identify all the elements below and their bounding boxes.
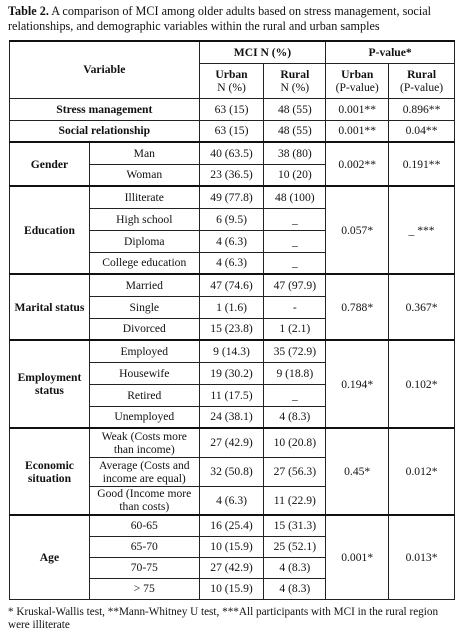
cell-urban-n: 4 (6.3) bbox=[199, 486, 264, 515]
cell-urban-n: 27 (42.9) bbox=[199, 557, 264, 578]
group-label-marital: Marital status bbox=[10, 274, 90, 340]
header-variable: Variable bbox=[10, 41, 200, 98]
cell-urban-n: 24 (38.1) bbox=[199, 406, 264, 428]
cell-rural-n: _ bbox=[264, 384, 326, 406]
cell-p-urban: 0.001* bbox=[326, 515, 389, 599]
cell-rural-n: 10 (20) bbox=[264, 164, 326, 186]
cell-p-rural: 0.191** bbox=[389, 142, 455, 186]
caption-text: A comparison of MCI among older adults based on stress management, social relationships, and demographic variables within the rural and urban samples bbox=[8, 4, 432, 33]
cell-rural-n: _ bbox=[264, 230, 326, 252]
sub-label: Retired bbox=[89, 384, 199, 406]
cell-rural-n: 35 (72.9) bbox=[264, 340, 326, 362]
cell-p-urban: 0.001** bbox=[326, 98, 389, 120]
cell-rural-n: 4 (8.3) bbox=[264, 406, 326, 428]
cell-urban-n: 47 (74.6) bbox=[199, 274, 264, 296]
header-rural: Rural bbox=[407, 67, 437, 81]
header-p-paren: (P-value) bbox=[399, 80, 444, 94]
cell-p-rural: 0.367* bbox=[389, 274, 455, 340]
header-mci: MCI N (%) bbox=[199, 41, 326, 63]
cell-rural-n: 15 (31.3) bbox=[264, 515, 326, 536]
cell-p-rural: 0.012* bbox=[389, 428, 455, 515]
cell-urban-n: 63 (15) bbox=[199, 98, 264, 120]
cell-urban-n: 1 (1.6) bbox=[199, 296, 264, 318]
cell-p-urban: 0.001** bbox=[326, 120, 389, 142]
cell-p-rural: 0.04** bbox=[389, 120, 455, 142]
cell-rural-n: _ bbox=[264, 208, 326, 230]
caption-label: Table 2. bbox=[8, 4, 49, 18]
cell-urban-n: 4 (6.3) bbox=[199, 252, 264, 274]
cell-urban-n: 11 (17.5) bbox=[199, 384, 264, 406]
sub-label: High school bbox=[89, 208, 199, 230]
sub-label: Average (Costs and income are equal) bbox=[89, 457, 199, 486]
cell-urban-n: 27 (42.9) bbox=[199, 428, 264, 457]
sub-label: > 75 bbox=[89, 578, 199, 599]
sub-label: 65-70 bbox=[89, 536, 199, 557]
cell-urban-n: 6 (9.5) bbox=[199, 208, 264, 230]
cell-rural-n: 27 (56.3) bbox=[264, 457, 326, 486]
header-urban-p bbox=[326, 63, 389, 98]
sub-label: Unemployed bbox=[89, 406, 199, 428]
group-label-education: Education bbox=[10, 186, 90, 274]
sub-label: College education bbox=[89, 252, 199, 274]
sub-label: 60-65 bbox=[89, 515, 199, 536]
cell-rural-n: - bbox=[264, 296, 326, 318]
cell-urban-n: 23 (36.5) bbox=[199, 164, 264, 186]
cell-urban-n: 49 (77.8) bbox=[199, 186, 264, 208]
cell-urban-n: 4 (6.3) bbox=[199, 230, 264, 252]
cell-rural-n: 48 (55) bbox=[264, 98, 326, 120]
cell-p-urban: 0.45* bbox=[326, 428, 389, 515]
header-urban: Urban bbox=[341, 67, 374, 81]
group-label-employment: Employment status bbox=[10, 340, 90, 428]
cell-rural-n: 10 (20.8) bbox=[264, 428, 326, 457]
header-pvalue: P-value* bbox=[326, 41, 455, 63]
group-label-gender: Gender bbox=[10, 142, 90, 186]
sub-label: Diploma bbox=[89, 230, 199, 252]
cell-rural-n: 48 (100) bbox=[264, 186, 326, 208]
cell-rural-n: 48 (55) bbox=[264, 120, 326, 142]
cell-rural-n: 47 (97.9) bbox=[264, 274, 326, 296]
row-label-social: Social relationship bbox=[10, 120, 200, 142]
cell-p-rural: _ *** bbox=[389, 186, 455, 274]
header-urban: Urban bbox=[215, 67, 248, 81]
cell-rural-n: 38 (80) bbox=[264, 142, 326, 164]
cell-urban-n: 40 (63.5) bbox=[199, 142, 264, 164]
cell-urban-n: 10 (15.9) bbox=[199, 578, 264, 599]
cell-p-urban: 0.788* bbox=[326, 274, 389, 340]
header-rural: Rural bbox=[280, 67, 310, 81]
sub-label: Divorced bbox=[89, 318, 199, 340]
cell-urban-n: 19 (30.2) bbox=[199, 362, 264, 384]
cell-urban-n: 9 (14.3) bbox=[199, 340, 264, 362]
cell-rural-n: 25 (52.1) bbox=[264, 536, 326, 557]
header-rural-p bbox=[389, 63, 455, 98]
header-p-paren: (P-value) bbox=[335, 80, 379, 94]
cell-p-urban: 0.057* bbox=[326, 186, 389, 274]
cell-p-rural: 0.013* bbox=[389, 515, 455, 599]
sub-label: Weak (Costs more than income) bbox=[89, 428, 199, 457]
cell-urban-n: 16 (25.4) bbox=[199, 515, 264, 536]
sub-label: Employed bbox=[89, 340, 199, 362]
sub-label: Married bbox=[89, 274, 199, 296]
sub-label: Woman bbox=[89, 164, 199, 186]
sub-label: 70-75 bbox=[89, 557, 199, 578]
cell-p-urban: 0.002** bbox=[326, 142, 389, 186]
sub-label: Single bbox=[89, 296, 199, 318]
results-table bbox=[9, 40, 455, 600]
cell-urban-n: 32 (50.8) bbox=[199, 457, 264, 486]
cell-urban-n: 63 (15) bbox=[199, 120, 264, 142]
table-footnote: * Kruskal-Wallis test, **Mann-Whitney U test, ***All participants with MCI in the rural region were illiterate bbox=[8, 606, 439, 631]
cell-p-urban: 0.194* bbox=[326, 340, 389, 428]
cell-rural-n: 4 (8.3) bbox=[264, 557, 326, 578]
cell-p-rural: 0.896** bbox=[389, 98, 455, 120]
group-label-age: Age bbox=[10, 515, 90, 599]
cell-p-rural: 0.102* bbox=[389, 340, 455, 428]
cell-rural-n: 11 (22.9) bbox=[264, 486, 326, 515]
table-caption bbox=[8, 4, 454, 34]
cell-urban-n: 10 (15.9) bbox=[199, 536, 264, 557]
header-urban-n bbox=[199, 63, 264, 98]
header-n-pct: N (%) bbox=[217, 80, 246, 94]
cell-rural-n: 9 (18.8) bbox=[264, 362, 326, 384]
sub-label: Man bbox=[89, 142, 199, 164]
header-n-pct: N (%) bbox=[280, 80, 310, 94]
sub-label: Illiterate bbox=[89, 186, 199, 208]
sub-label: Good (Income more than costs) bbox=[89, 486, 199, 515]
cell-rural-n: 4 (8.3) bbox=[264, 578, 326, 599]
cell-rural-n: _ bbox=[264, 252, 326, 274]
header-rural-n bbox=[264, 63, 326, 98]
cell-rural-n: 1 (2.1) bbox=[264, 318, 326, 340]
sub-label: Housewife bbox=[89, 362, 199, 384]
cell-urban-n: 15 (23.8) bbox=[199, 318, 264, 340]
group-label-economic: Economic situation bbox=[10, 428, 90, 515]
row-label-stress: Stress management bbox=[10, 98, 200, 120]
